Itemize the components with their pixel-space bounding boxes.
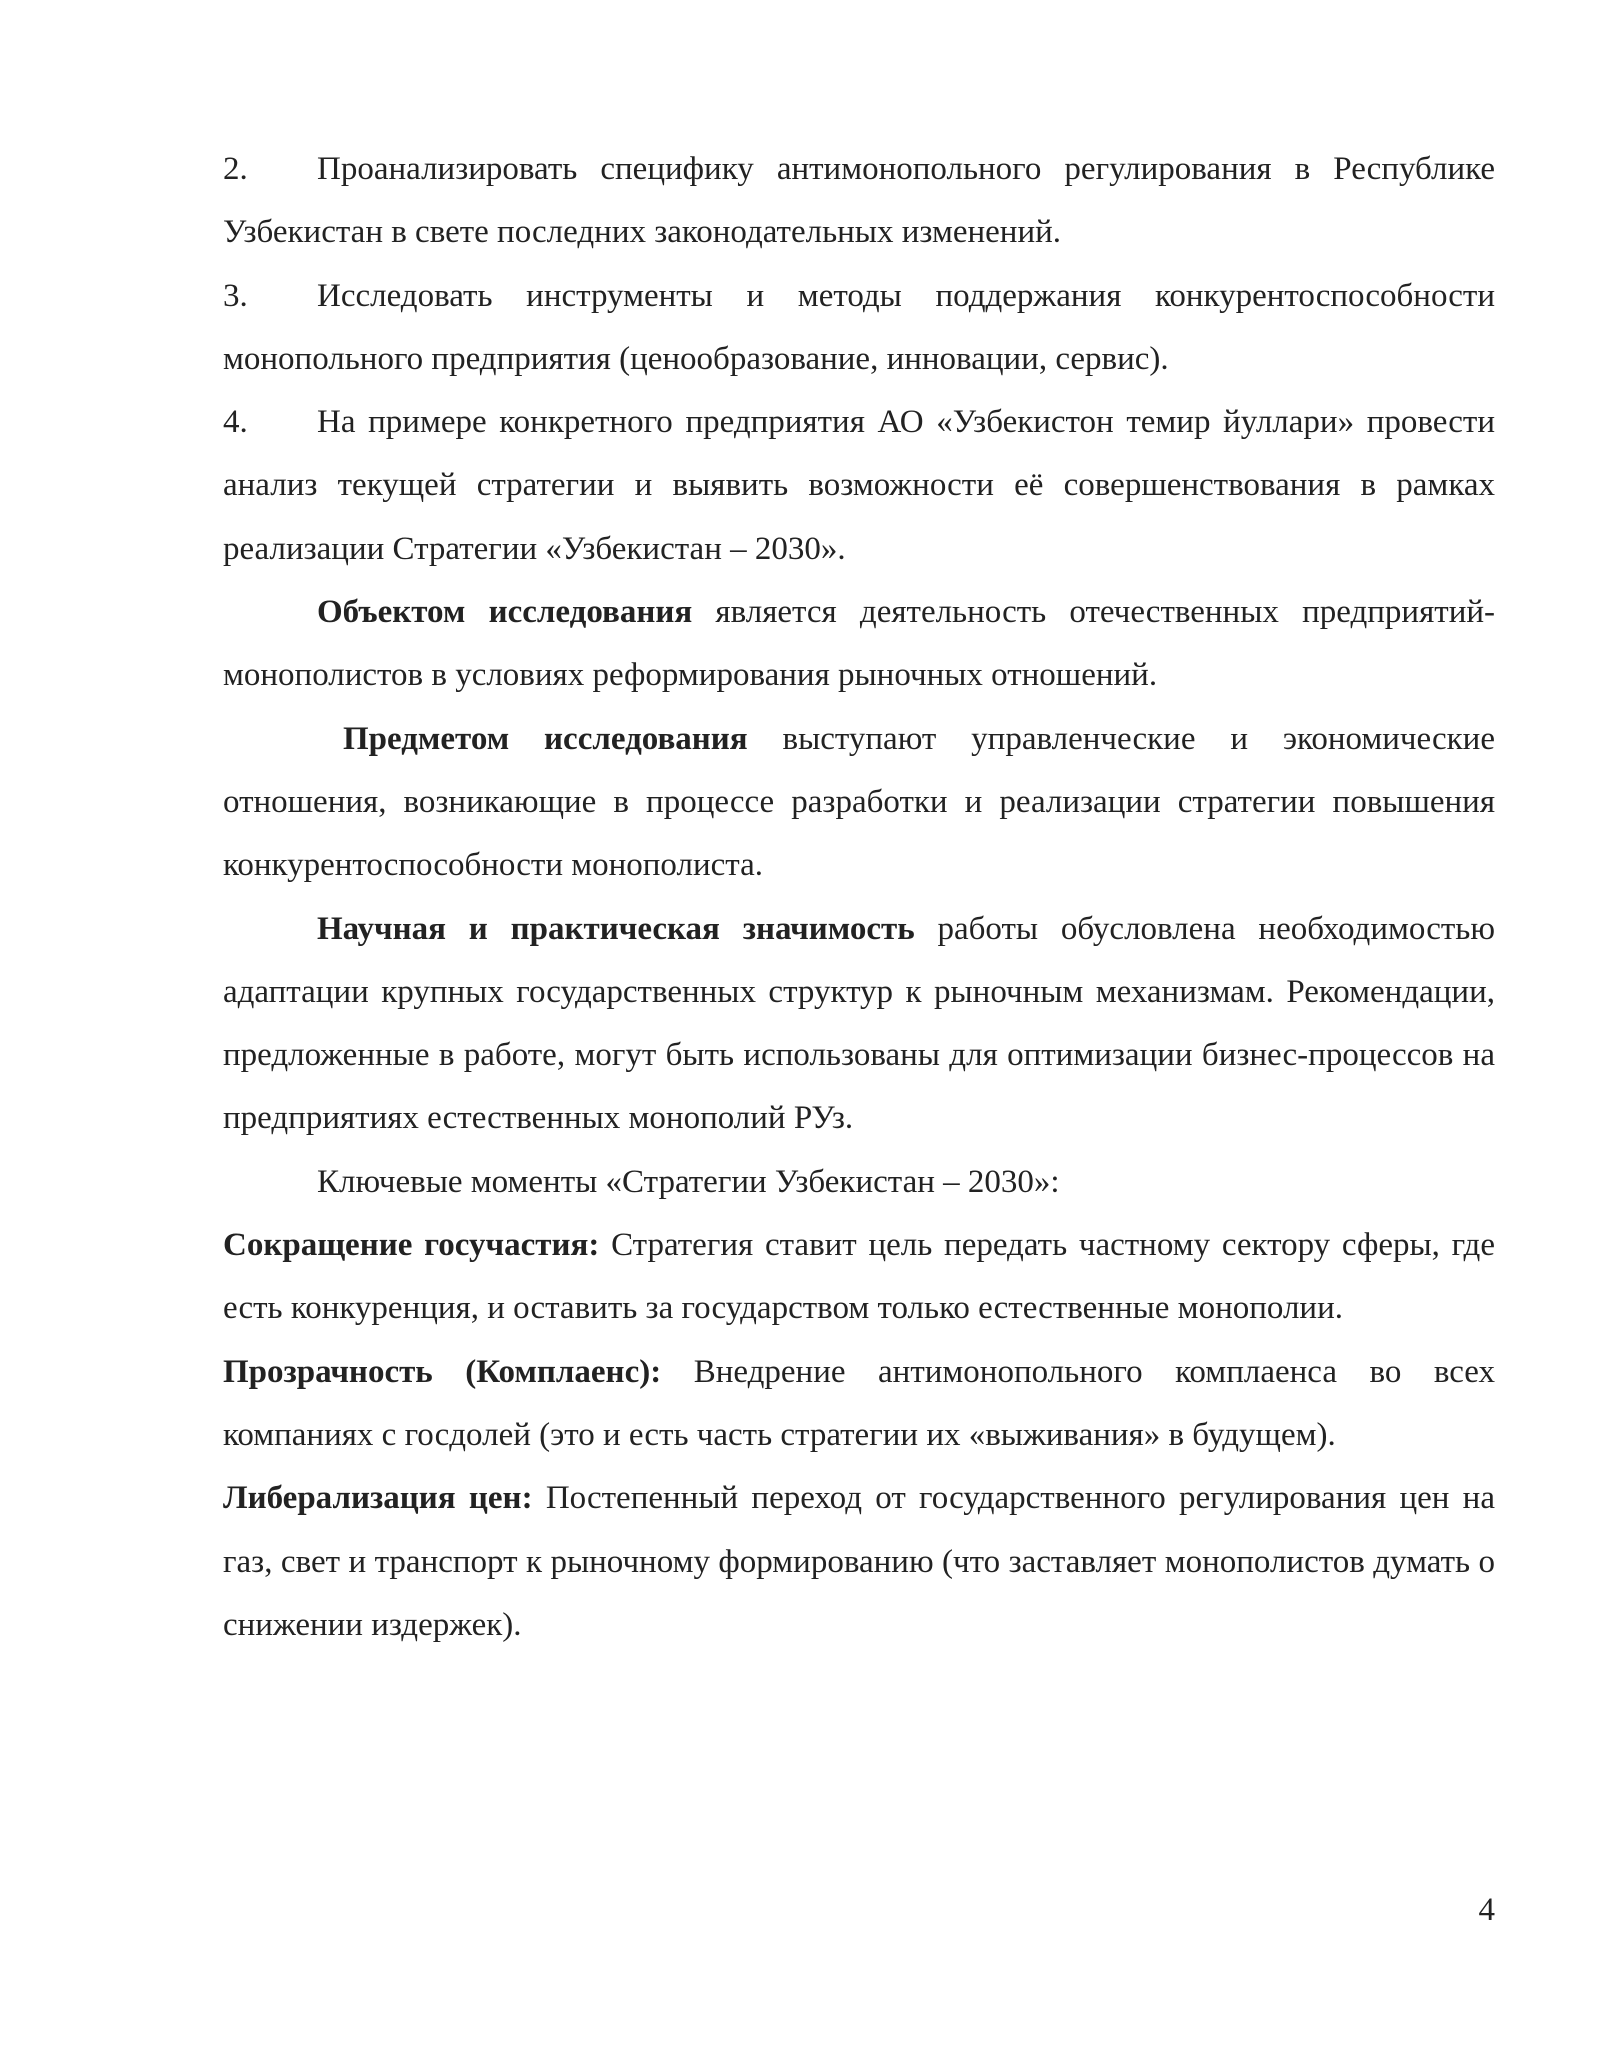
key-point-paragraph bbox=[223, 1214, 1495, 1341]
significance-heading: Научная и практическая значимость bbox=[317, 910, 915, 947]
research-subject-text: выступают управленческие и экономические отношения, возникающие в процессе разработки и реализации стратегии повышения конкурентоспособности монополиста. bbox=[223, 720, 1495, 884]
list-item bbox=[223, 138, 1495, 265]
list-item-number: 4. bbox=[223, 404, 248, 441]
list-item-text: На примере конкретного предприятия АО «Узбекистон темир йуллари» провести анализ текущей стратегии и выявить возможности её совершенствования в рамках реализации Стратегии «Узбекистан – 2030». bbox=[223, 404, 1495, 567]
list-item bbox=[223, 391, 1495, 581]
list-item bbox=[223, 265, 1495, 392]
key-point-paragraph bbox=[223, 1341, 1495, 1468]
key-point-heading: Либерализация цен: bbox=[223, 1480, 533, 1517]
research-object-text: является деятельность отечественных предприятий-монополистов в условиях реформирования рыночных отношений. bbox=[223, 594, 1496, 694]
research-object-paragraph bbox=[223, 581, 1495, 708]
research-object-heading: Объектом исследования bbox=[317, 594, 693, 631]
list-item-text: Проанализировать специфику антимонопольного регулирования в Республике Узбекистан в свете последних законодательных изменений. bbox=[223, 151, 1495, 251]
key-point-text: Постепенный переход от государственного регулирования цен на газ, свет и транспорт к рыночному формированию (что заставляет монополистов думать о снижении издержек). bbox=[223, 1480, 1495, 1643]
key-points-intro: Ключевые моменты «Стратегии Узбекистан – 2030»: bbox=[317, 1163, 1060, 1200]
significance-text: работы обусловлена необходимостью адаптации крупных государственных структур к рыночным механизмам. Рекомендации, предложенные в работе, могут быть использованы для оптимизации бизнес-процессов на предприятиях естественных монополий РУз. bbox=[223, 910, 1495, 1137]
list-item-text: Исследовать инструменты и методы поддержания конкурентоспособности монопольного предприятия (ценообразование, инновации, сервис). bbox=[223, 277, 1495, 377]
key-point-paragraph bbox=[223, 1467, 1495, 1657]
research-subject-heading: Предметом исследования bbox=[343, 720, 748, 757]
key-point-heading: Прозрачность (Комплаенс): bbox=[223, 1353, 662, 1390]
key-point-text: Внедрение антимонопольного комплаенса во всех компаниях с госдолей (это и есть часть стратегии их «выживания» в будущем). bbox=[223, 1353, 1495, 1453]
page-number: 4 bbox=[1478, 1892, 1495, 1928]
list-item-number: 3. bbox=[223, 277, 248, 314]
list-item-number: 2. bbox=[223, 151, 248, 187]
significance-paragraph bbox=[223, 898, 1495, 1151]
research-subject-paragraph bbox=[223, 708, 1495, 898]
page-content bbox=[223, 138, 1495, 1657]
key-point-text: Стратегия ставит цель передать частному сектору сферы, где есть конкуренция, и оставить за государством только естественные монополии. bbox=[223, 1227, 1495, 1327]
key-point-heading: Сокращение госучастия: bbox=[223, 1227, 600, 1264]
